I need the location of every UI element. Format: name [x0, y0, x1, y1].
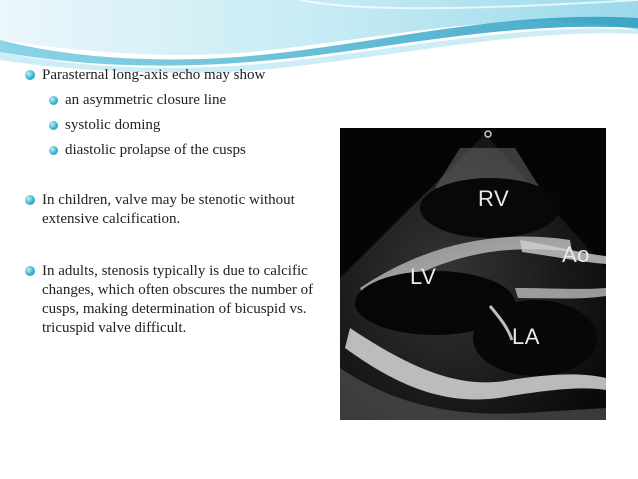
- sub-bullet-item: [65, 116, 335, 135]
- header-wave-decoration: [0, 0, 638, 75]
- bullet-marker-icon: [49, 146, 58, 155]
- echo-label-lv: LV: [410, 264, 437, 289]
- echo-label-ao: Ao: [562, 242, 590, 267]
- bullet-marker-icon: [25, 266, 35, 276]
- bullet-marker-icon: [49, 121, 58, 130]
- echo-label-la: LA: [512, 324, 540, 349]
- sub-bullet-item: [65, 91, 335, 110]
- bullet-text: In children, valve may be stenotic without extensive calcification.: [42, 192, 295, 227]
- echo-illustration: [340, 128, 606, 420]
- echo-label-rv: RV: [478, 186, 510, 211]
- bullet-marker-icon: [49, 96, 58, 105]
- echocardiogram-image: [340, 128, 606, 420]
- bullet-text: Parasternal long-axis echo may show: [42, 67, 266, 83]
- bullet-marker-icon: [25, 70, 35, 80]
- bullet-item: [42, 262, 334, 338]
- bullet-item: [42, 66, 342, 85]
- bullet-text: systolic doming: [65, 117, 161, 133]
- bullet-text: diastolic prolapse of the cusps: [65, 142, 246, 158]
- bullet-marker-icon: [25, 195, 35, 205]
- bullet-item: [42, 191, 332, 229]
- bullet-text: an asymmetric closure line: [65, 92, 227, 108]
- bullet-text: In adults, stenosis typically is due to calcific changes, which often obscures the number of cusps, making determination of bicuspid vs. tricuspid valve difficult.: [42, 263, 314, 336]
- sub-bullet-item: [65, 141, 335, 160]
